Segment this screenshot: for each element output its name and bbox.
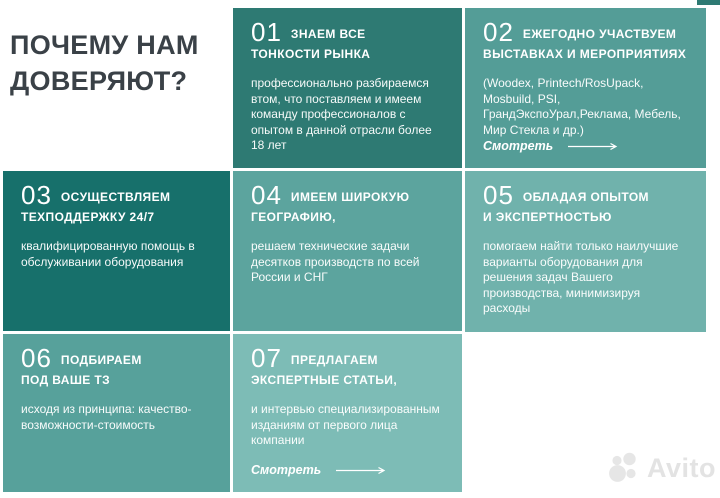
card-02-exhibitions	[465, 8, 706, 168]
cropped-card-sliver	[697, 0, 720, 5]
card-number: 06	[21, 343, 52, 373]
arrow-right-icon	[335, 466, 387, 475]
card-heading	[483, 19, 688, 63]
card-body: помогаем найти только наилучшие варианты оборудования для решения задач Вашего производства, минимизируя расходы	[483, 239, 679, 315]
card-title: ПРЕДЛАГАЕМ ЭКСПЕРТНЫЕ СТАТЬИ,	[251, 353, 398, 387]
card-05-expertise	[465, 171, 706, 332]
card-body: (Woodex, Printech/RosUpack, Mosbuild, PSI, ГрандЭкспоУрал,Реклама, Мебель, Мир Стекла и др.)	[483, 76, 681, 137]
card-number: 05	[483, 180, 514, 210]
card-title: ЗНАЕМ ВСЕ ТОНКОСТИ РЫНКА	[251, 27, 371, 61]
card-heading	[21, 345, 212, 389]
smotret-link-label: Смотреть	[483, 139, 554, 153]
card-heading	[483, 182, 688, 226]
card-number: 04	[251, 180, 282, 210]
card-07-articles	[233, 334, 462, 492]
card-01-know-market	[233, 8, 462, 168]
card-04-geography	[233, 171, 462, 331]
arrow-right-icon	[567, 142, 619, 151]
card-body: и интервью специализированным изданиям от первого лица компании	[251, 402, 440, 447]
card-number: 03	[21, 180, 52, 210]
card-heading	[251, 345, 444, 389]
smotret-link-label: Смотреть	[251, 463, 322, 477]
card-number: 02	[483, 17, 514, 47]
avito-watermark	[608, 452, 716, 483]
card-heading	[21, 182, 212, 226]
card-body: исходя из принципа: качество-возможности-стоимость	[21, 402, 192, 432]
smotret-link[interactable]	[251, 463, 387, 477]
card-06-selection	[3, 334, 230, 492]
card-body: квалифицированную помощь в обслуживании оборудования	[21, 239, 195, 269]
page-title: ПОЧЕМУ НАМ ДОВЕРЯЮТ?	[10, 30, 199, 96]
smotret-link[interactable]	[483, 139, 619, 153]
card-title: ОСУЩЕСТВЛЯЕМ ТЕХПОДДЕРЖКУ 24/7	[21, 190, 171, 224]
card-title: ОБЛАДАЯ ОПЫТОМ И ЭКСПЕРТНОСТЬЮ	[483, 190, 649, 224]
card-title: ЕЖЕГОДНО УЧАСТВУЕМ ВЫСТАВКАХ И МЕРОПРИЯТИЯХ	[483, 27, 687, 61]
card-number: 01	[251, 17, 282, 47]
card-title: ИМЕЕМ ШИРОКУЮ ГЕОГРАФИЮ,	[251, 190, 410, 224]
card-body: профессионально разбираемся втом, что поставляем и имеем команду профессионалов с опытом в данной отрасли более 18 лет	[251, 76, 432, 152]
card-number: 07	[251, 343, 282, 373]
card-03-support	[3, 171, 230, 331]
avito-logo-icon	[608, 452, 642, 483]
card-body: решаем технические задачи десятков производств по всей России и СНГ	[251, 239, 420, 284]
card-title: ПОДБИРАЕМ ПОД ВАШЕ ТЗ	[21, 353, 142, 387]
avito-watermark-text: Avito	[647, 453, 716, 483]
card-heading	[251, 19, 444, 63]
card-heading	[251, 182, 444, 226]
